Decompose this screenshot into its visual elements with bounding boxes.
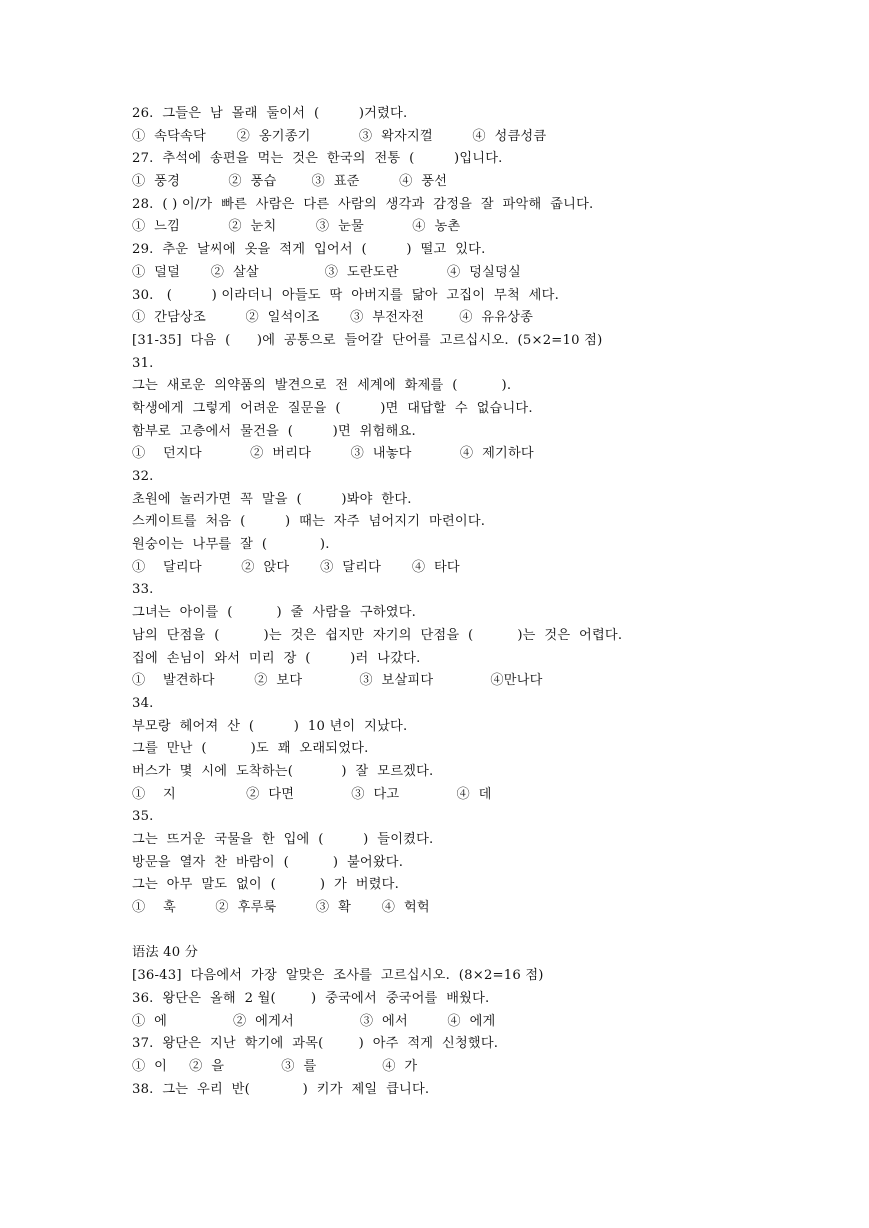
question-26: 26. 그들은 남 몰래 둘이서 ( )거렸다. bbox=[132, 106, 408, 121]
section-header-31-35: [31-35] 다음 ( )에 공통으로 들어갈 단어를 고르십시오. (5×2=10 점) bbox=[132, 332, 603, 348]
options-26: ① 속닥속닥 ② 옹기종기 ③ 왁자지껄 ④ 성큼성큼 bbox=[132, 128, 547, 144]
question-number-32: 32. bbox=[132, 469, 154, 484]
options-34: ① 지 ② 다면 ③ 다고 ④ 데 bbox=[132, 786, 492, 802]
sentence-33-2: 남의 단점을 ( )는 것은 쉽지만 자기의 단점을 ( )는 것은 어렵다. bbox=[132, 627, 623, 643]
question-number-31: 31. bbox=[132, 355, 154, 371]
options-32: ① 달리다 ② 앉다 ③ 달리다 ④ 타다 bbox=[132, 559, 460, 575]
sentence-34-2: 그를 만난 ( )도 꽤 오래되었다. bbox=[132, 741, 369, 757]
question-number-35: 35. bbox=[132, 809, 154, 825]
exam-page bbox=[132, 103, 832, 1101]
options-28: ① 느낌 ② 눈치 ③ 눈물 ④ 농촌 bbox=[132, 219, 461, 235]
sentence-34-1: 부모랑 헤어져 산 ( ) 10 년이 지났다. bbox=[132, 718, 408, 734]
options-29: ① 덜덜 ② 살살 ③ 도란도란 ④ 덩실덩실 bbox=[132, 264, 521, 280]
question-30: 30. ( ) 이라더니 아들도 딱 아버지를 닮아 고집이 무척 세다. bbox=[132, 287, 559, 303]
question-37: 37. 왕단은 지난 학기에 과목( ) 아주 적게 신청했다. bbox=[132, 1036, 499, 1052]
sentence-32-2: 스케이트를 처음 ( ) 때는 자주 넘어지기 마련이다. bbox=[132, 514, 486, 530]
blank-line bbox=[132, 920, 832, 943]
section-title-grammar: 语法 40 分 bbox=[132, 945, 199, 961]
section-header-36-43: [36-43] 다음에서 가장 알맞은 조사를 고르십시오. (8×2=16 점) bbox=[132, 968, 544, 984]
options-30: ① 간담상조 ② 일석이조 ③ 부전자전 ④ 유유상종 bbox=[132, 310, 534, 326]
sentence-32-1: 초원에 놀러가면 꼭 말을 ( )봐야 한다. bbox=[132, 491, 412, 507]
options-31: ① 던지다 ② 버리다 ③ 내놓다 ④ 제기하다 bbox=[132, 446, 534, 462]
question-number-33: 33. bbox=[132, 582, 154, 598]
question-38: 38. 그는 우리 반( ) 키가 제일 큽니다. bbox=[132, 1081, 430, 1097]
question-number-34: 34. bbox=[132, 695, 154, 711]
question-28: 28. ( ) 이/가 빠른 사람은 다른 사람의 생각과 감정을 잘 파악해 줍니다. bbox=[132, 196, 594, 212]
question-27: 27. 추석에 송편을 먹는 것은 한국의 전통 ( )입니다. bbox=[132, 151, 503, 167]
sentence-32-3: 원숭이는 나무를 잘 ( ). bbox=[132, 537, 330, 553]
sentence-33-1: 그녀는 아이를 ( ) 줄 사람을 구하였다. bbox=[132, 605, 417, 621]
options-27: ① 풍경 ② 풍습 ③ 표준 ④ 풍선 bbox=[132, 174, 448, 190]
sentence-31-1: 그는 새로운 의약품의 발견으로 전 세계에 화제를 ( ). bbox=[132, 378, 512, 394]
options-33: ① 발견하다 ② 보다 ③ 보살피다 ④만나다 bbox=[132, 673, 543, 689]
sentence-35-2: 방문을 열자 찬 바람이 ( ) 불어왔다. bbox=[132, 854, 404, 870]
sentence-31-2: 학생에게 그렇게 어려운 질문을 ( )면 대답할 수 없습니다. bbox=[132, 400, 533, 416]
sentence-33-3: 집에 손님이 와서 미리 장 ( )러 나갔다. bbox=[132, 650, 421, 666]
sentence-35-1: 그는 뜨거운 국물을 한 입에 ( ) 들이켰다. bbox=[132, 832, 434, 847]
sentence-31-3: 함부로 고층에서 물건을 ( )면 위험해요. bbox=[132, 423, 416, 439]
question-36: 36. 왕단은 올해 2 월( ) 중국에서 중국어를 배웠다. bbox=[132, 990, 490, 1006]
options-37: ① 이 ② 을 ③ 를 ④ 가 bbox=[132, 1058, 418, 1074]
options-36: ① 에 ② 에게서 ③ 에서 ④ 에게 bbox=[132, 1013, 496, 1029]
question-29: 29. 추운 날씨에 옷을 적게 입어서 ( ) 떨고 있다. bbox=[132, 242, 486, 258]
sentence-35-3: 그는 아무 말도 없이 ( ) 가 버렸다. bbox=[132, 877, 399, 893]
sentence-34-3: 버스가 몇 시에 도착하는( ) 잘 모르겠다. bbox=[132, 763, 434, 779]
options-35: ① 훅 ② 후루룩 ③ 확 ④ 헉헉 bbox=[132, 900, 430, 916]
